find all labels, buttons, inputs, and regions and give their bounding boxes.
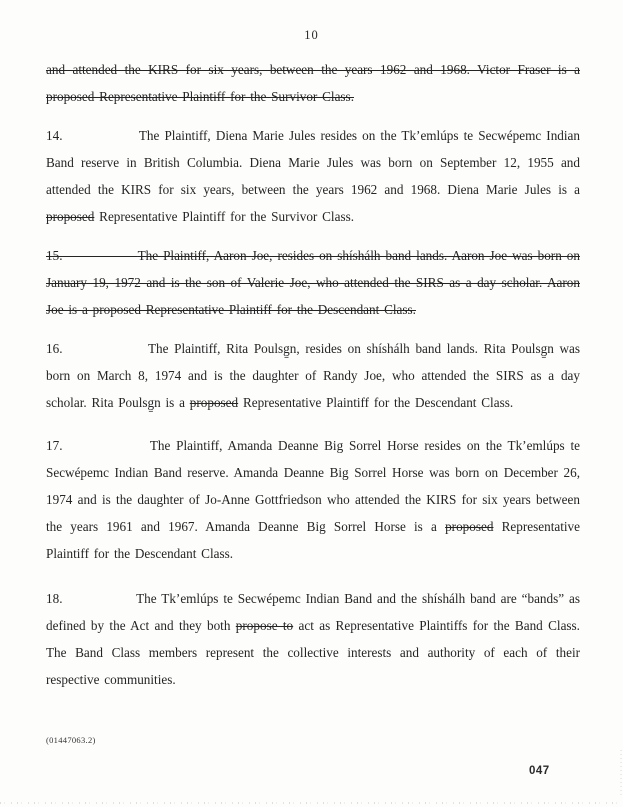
struck-text: proposed	[445, 519, 494, 534]
tab-space	[62, 128, 138, 143]
tab-space	[62, 248, 137, 263]
document-body	[46, 56, 580, 693]
para-text: The Plaintiff, Amanda Deanne Big Sorrel Horse resides on the Tk’emlúps te Secwépemc Indian Band reserve. Amanda Deanne Big Sorrel Horse was born on December 26, 1974 and is the daughter of Jo-Anne Gottfriedson who attended the KIRS for six years between the years 1961 and 1967. Amanda Deanne Big Sorrel Horse is a	[46, 438, 581, 534]
struck-text: propose to	[235, 618, 294, 633]
document-reference-number: (01447063.2)	[46, 735, 96, 745]
tab-space	[62, 591, 136, 606]
scan-artifact-bottom	[0, 802, 623, 804]
paragraph-14	[46, 122, 580, 230]
para-number: 16.	[46, 341, 63, 356]
struck-text: and attended the KIRS for six years, between the years 1962 and 1968. Victor Fraser is a proposed Representative Plaintiff for the Survivor Class.	[46, 62, 580, 104]
para-number: 15.	[46, 248, 63, 263]
scan-artifact-right-edge	[620, 750, 622, 797]
paragraph-17	[46, 432, 580, 567]
para-text: The Tk’emlúps te Secwépemc Indian Band and the shíshálh band are “bands” as defined by the Act and they both	[46, 591, 580, 633]
paragraph-continuation-struck	[46, 56, 580, 110]
para-text: Representative Plaintiff for the Descendant Class.	[238, 395, 514, 410]
bates-number: 047	[529, 765, 550, 777]
para-text: act as Representative Plaintiffs for the Band Class. The Band Class members represent the collective interests and authority of each of their respective communities.	[46, 618, 580, 687]
para-number: 17.	[46, 438, 63, 453]
page-number: 10	[304, 28, 319, 42]
para-text: The Plaintiff, Rita Poulsg̱n, resides on shíshálh band lands. Rita Poulsg̱n was born on March 8, 1974 and is the daughter of Randy Joe, who attended the SIRS as a day scholar. Rita Poulsg̱n is a	[46, 341, 581, 410]
struck-text: The Plaintiff, Aaron Joe, resides on shíshálh band lands. Aaron Joe was born on January 19, 1972 and is the son of Valerie Joe, who attended the SIRS as a day scholar. Aaron Joe is a proposed Representative Plaintiff for the Descendant Class.	[46, 248, 580, 317]
para-text: Representative Plaintiff for the Survivor Class.	[94, 209, 354, 224]
para-number: 18.	[46, 591, 63, 606]
para-number: 14.	[46, 128, 63, 143]
struck-text: proposed	[46, 209, 95, 224]
struck-text: proposed	[189, 395, 239, 410]
paragraph-15-struck	[46, 242, 580, 323]
paragraph-18	[46, 585, 580, 693]
tab-space	[62, 438, 149, 453]
tab-space	[62, 341, 147, 356]
para-text: The Plaintiff, Diena Marie Jules resides on the Tk’emlúps te Secwépemc Indian Band reserve in British Columbia. Diena Marie Jules was born on September 12, 1955 and attended the KIRS for six years, between the years 1962 and 1968. Diena Marie Jules is a	[46, 128, 580, 197]
para-text: Representative Plaintiff for the Descendant Class.	[46, 519, 580, 561]
paragraph-16	[46, 335, 580, 416]
